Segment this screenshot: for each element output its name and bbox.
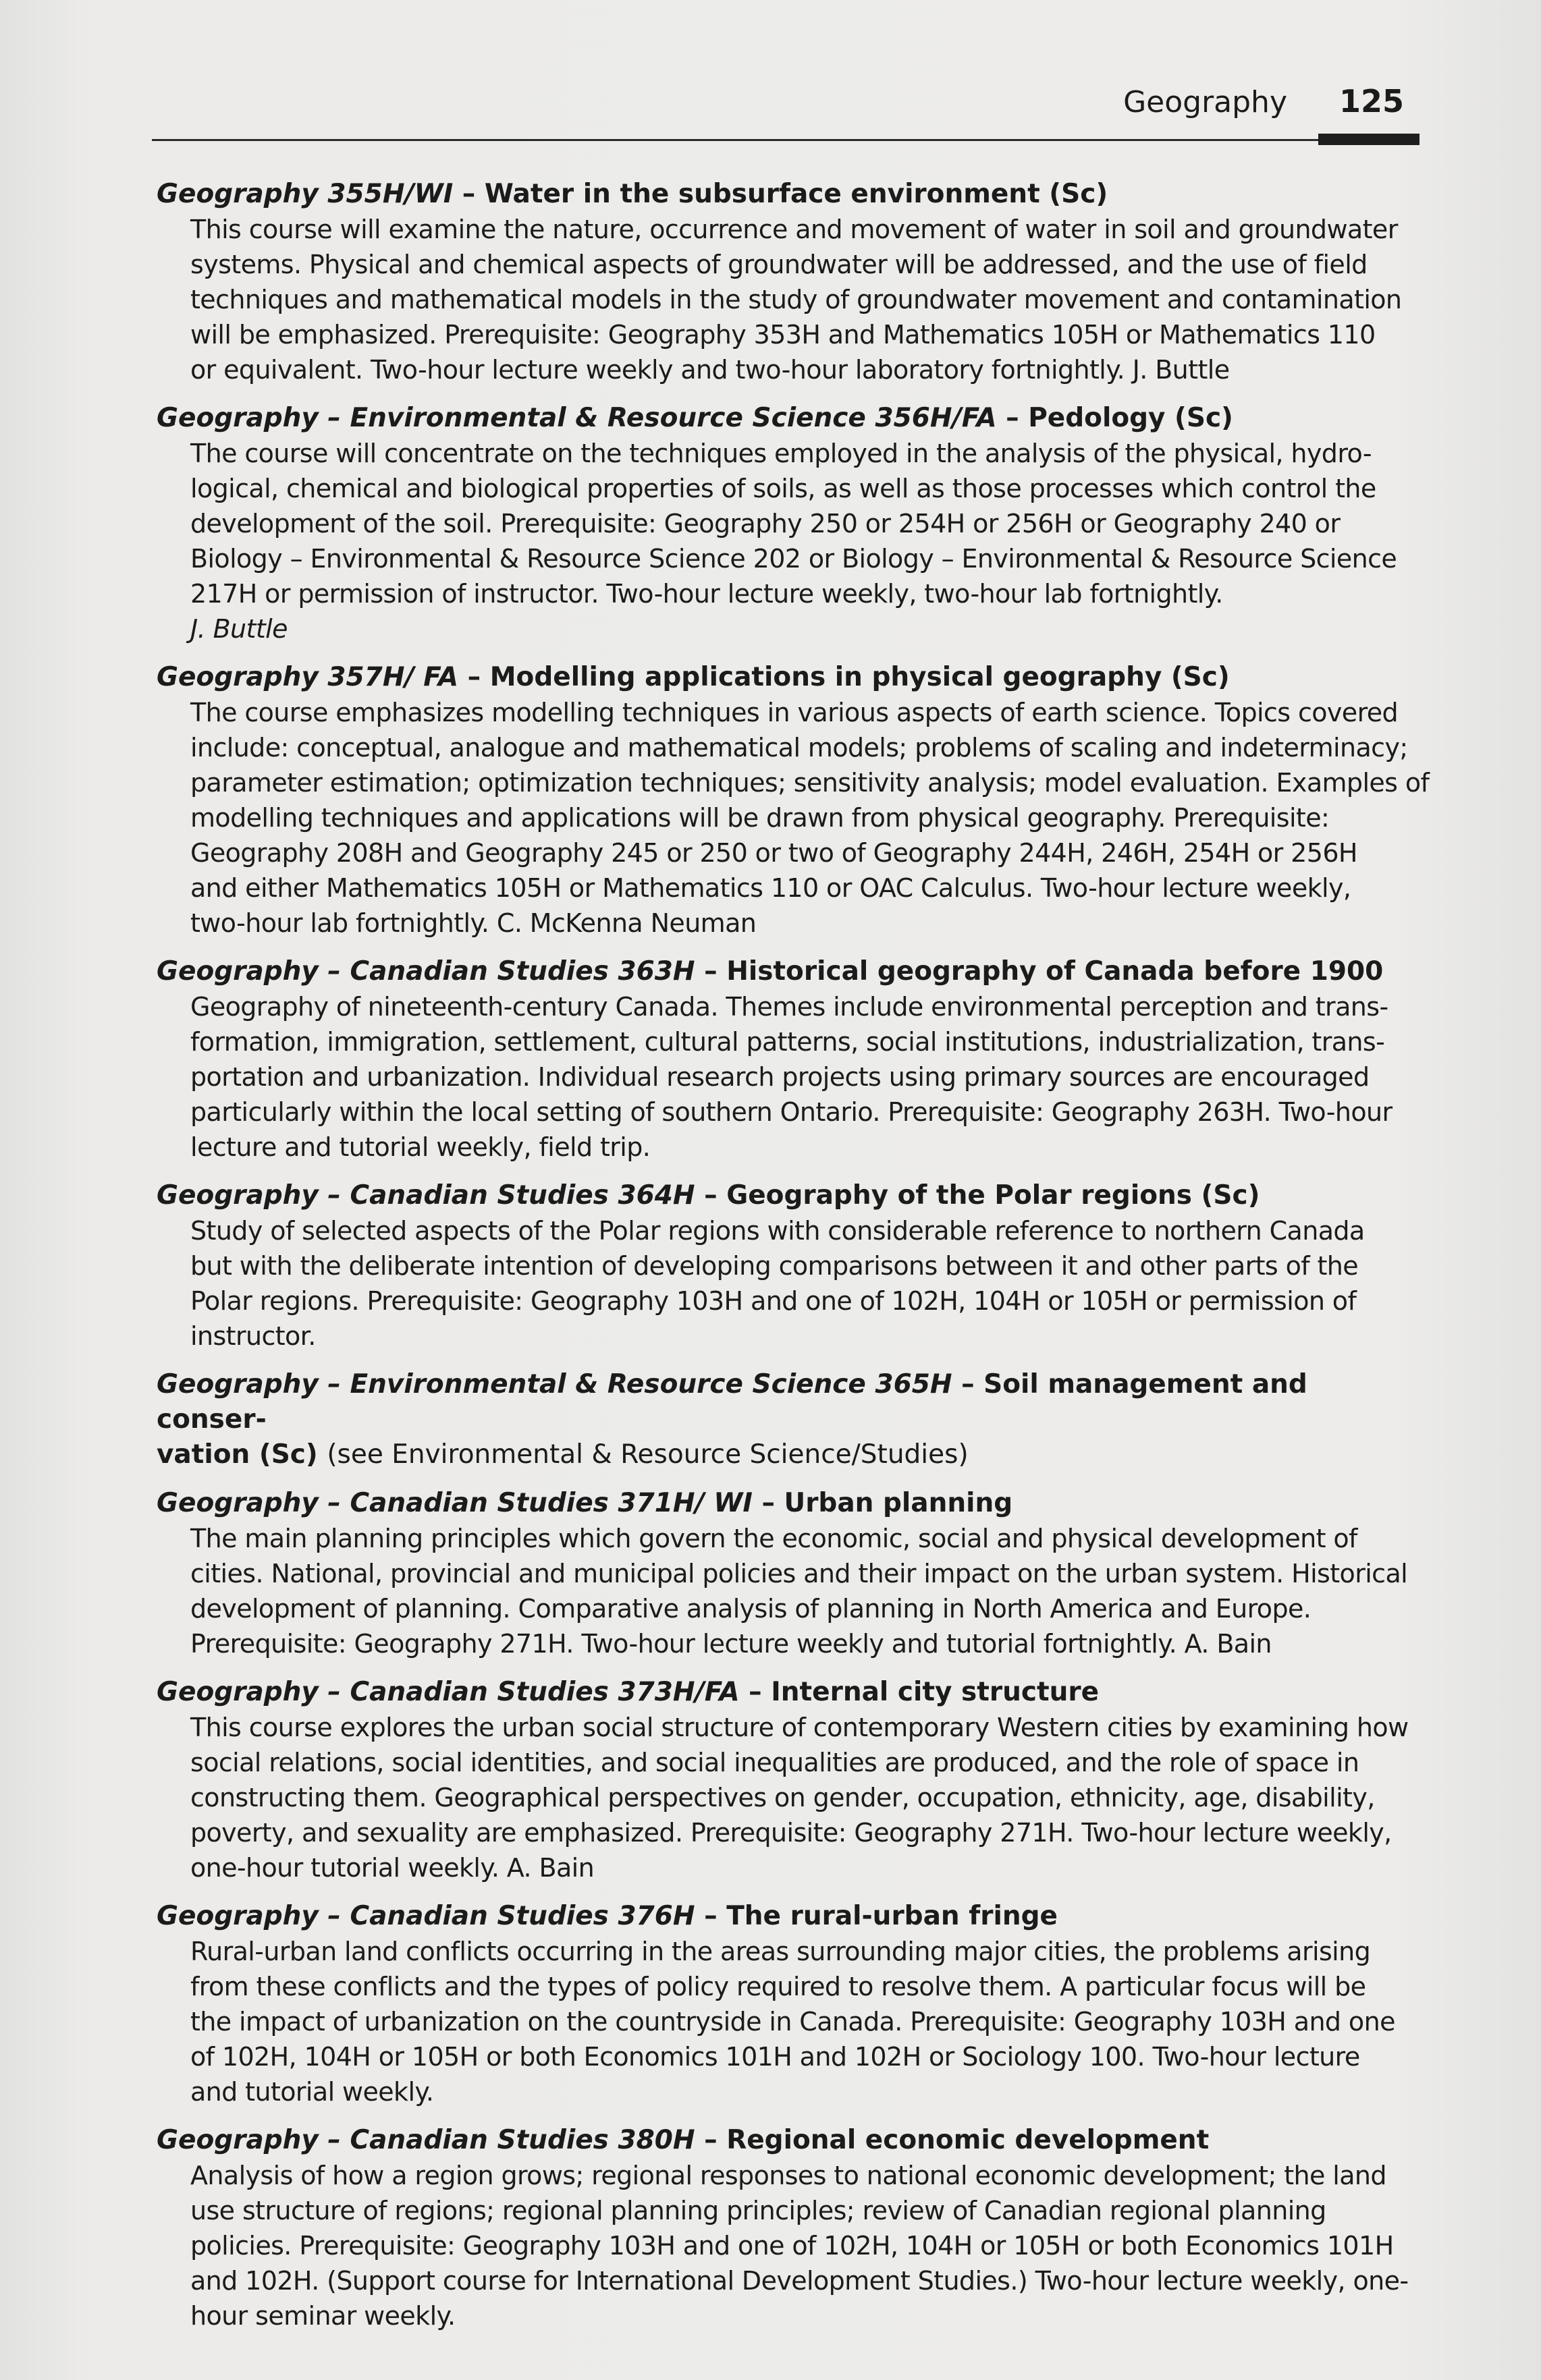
course-description — [190, 1934, 1419, 2109]
description-line: Analysis of how a region grows; regional responses to national economic development; the land — [190, 2161, 1386, 2190]
course-title: Soil management and conser- — [157, 1369, 1307, 1435]
description-line: include: conceptual, analogue and mathematical models; problems of scaling and indeterminacy; — [190, 733, 1408, 763]
course-code: Geography 355H/WI — [157, 179, 454, 209]
section-title: Geography — [1123, 85, 1287, 119]
header-rule — [152, 139, 1401, 141]
description-line: Biology – Environmental & Resource Science 202 or Biology – Environmental & Resource Science — [190, 544, 1397, 574]
description-line: instructor. — [190, 1321, 316, 1351]
description-line: parameter estimation; optimization techniques; sensitivity analysis; model evaluation. Examples of — [190, 768, 1430, 798]
description-line: modelling techniques and applications will be drawn from physical geography. Prerequisite: — [190, 803, 1330, 833]
course-title: Urban planning — [784, 1488, 1013, 1518]
course-list — [157, 177, 1430, 2347]
description-line: techniques and mathematical models in the study of groundwater movement and contamination — [190, 285, 1402, 314]
course-description — [190, 1521, 1419, 1661]
description-line: of 102H, 104H or 105H or both Economics 101H and 102H or Sociology 100. Two-hour lecture — [190, 2042, 1360, 2072]
course-heading: Geography – Canadian Studies 380H – Regional economic development — [157, 2125, 1210, 2155]
description-line: Geography 208H and Geography 245 or 250 or two of Geography 244H, 246H, 254H or 256H — [190, 838, 1357, 868]
description-line: 217H or permission of instructor. Two-hour lecture weekly, two-hour lab fortnightly. — [190, 579, 1223, 609]
course-description — [190, 695, 1430, 941]
description-line: The main planning principles which govern the economic, social and physical development of — [190, 1524, 1357, 1553]
description-line: poverty, and sexuality are emphasized. Prerequisite: Geography 271H. Two-hour lecture weekly, — [190, 1818, 1392, 1848]
course-heading: Geography – Canadian Studies 364H – Geography of the Polar regions (Sc) — [157, 1180, 1260, 1211]
course-title: Internal city structure — [771, 1677, 1100, 1707]
page-number: 125 — [1339, 83, 1404, 119]
course-title-continued: vation (Sc) — [157, 1439, 318, 1470]
course-code: Geography 357H/ FA — [157, 662, 459, 692]
description-line: and either Mathematics 105H or Mathematics 110 or OAC Calculus. Two-hour lecture weekly, — [190, 873, 1351, 903]
course-title: Water in the subsurface environment (Sc) — [484, 179, 1108, 209]
course-entry — [157, 401, 1419, 646]
running-head — [152, 82, 1417, 143]
course-entry — [157, 1367, 1419, 1472]
course-code: Geography – Canadian Studies 380H — [157, 2125, 695, 2155]
description-line: Geography of nineteenth-century Canada. Themes include environmental perception and trans- — [190, 992, 1388, 1022]
course-description — [190, 1710, 1419, 1885]
description-line: cities. National, provincial and municipal policies and their impact on the urban system. Historical — [190, 1559, 1408, 1588]
course-description — [190, 1213, 1419, 1354]
description-line: and tutorial weekly. — [190, 2077, 434, 2107]
course-heading: Geography 355H/WI – Water in the subsurface environment (Sc) — [157, 179, 1108, 209]
header-rule-tab — [1318, 134, 1420, 145]
course-entry — [157, 660, 1430, 941]
description-line: development of the soil. Prerequisite: Geography 250 or 254H or 256H or Geography 240 or — [190, 509, 1341, 538]
description-line: constructing them. Geographical perspectives on gender, occupation, ethnicity, age, disability, — [190, 1783, 1375, 1812]
description-line: logical, chemical and biological properties of soils, as well as those processes which control the — [190, 474, 1376, 503]
course-code: Geography – Canadian Studies 371H/ WI — [157, 1488, 753, 1518]
course-description — [190, 2158, 1419, 2333]
course-entry — [157, 2123, 1419, 2333]
description-line: or equivalent. Two-hour lecture weekly and two-hour laboratory fortnightly. J. Buttle — [190, 355, 1230, 385]
description-line: development of planning. Comparative analysis of planning in North America and Europe. — [190, 1594, 1312, 1624]
description-line: The course emphasizes modelling techniques in various aspects of earth science. Topics covered — [190, 698, 1399, 727]
course-title: Regional economic development — [726, 2125, 1210, 2155]
course-title: Geography of the Polar regions (Sc) — [726, 1180, 1260, 1211]
course-heading: Geography – Canadian Studies 376H – The rural-urban fringe — [157, 1901, 1058, 1931]
description-line: Prerequisite: Geography 271H. Two-hour lecture weekly and tutorial fortnightly. A. Bain — [190, 1629, 1272, 1659]
course-description — [190, 212, 1419, 387]
description-line: lecture and tutorial weekly, field trip. — [190, 1132, 651, 1162]
course-code: Geography – Canadian Studies 363H — [157, 956, 695, 987]
course-code: Geography – Canadian Studies 364H — [157, 1180, 695, 1211]
course-heading: Geography – Environmental & Resource Science 365H – Soil management and conser- vation (Sc) (see Environmental & Resource Science/Studies) — [157, 1369, 1307, 1470]
course-entry — [157, 177, 1419, 387]
course-entry — [157, 1675, 1419, 1885]
description-line: and 102H. (Support course for International Development Studies.) Two-hour lecture weekly, one- — [190, 2266, 1409, 2296]
description-line: Study of selected aspects of the Polar regions with considerable reference to northern Canada — [190, 1216, 1365, 1246]
course-description — [190, 989, 1419, 1165]
description-line: policies. Prerequisite: Geography 103H and one of 102H, 104H or 105H or both Economics 101H — [190, 2231, 1394, 2261]
cross-reference-note: (see Environmental & Resource Science/Studies) — [327, 1439, 969, 1470]
course-code: Geography – Environmental & Resource Science 365H — [157, 1369, 952, 1400]
description-line: systems. Physical and chemical aspects of groundwater will be addressed, and the use of field — [190, 250, 1368, 279]
description-line: use structure of regions; regional planning principles; review of Canadian regional planning — [190, 2196, 1326, 2225]
description-line: The course will concentrate on the techniques employed in the analysis of the physical, hydro- — [190, 439, 1372, 468]
course-heading: Geography – Canadian Studies 371H/ WI – Urban planning — [157, 1488, 1013, 1518]
description-line: from these conflicts and the types of policy required to resolve them. A particular focus will be — [190, 1972, 1366, 2001]
course-heading: Geography – Canadian Studies 373H/FA – Internal city structure — [157, 1677, 1100, 1707]
course-description — [190, 436, 1419, 646]
course-title: Historical geography of Canada before 1900 — [726, 956, 1384, 987]
description-line: one-hour tutorial weekly. A. Bain — [190, 1853, 595, 1883]
course-code: Geography – Canadian Studies 376H — [157, 1901, 695, 1931]
course-heading: Geography – Environmental & Resource Science 356H/FA – Pedology (Sc) — [157, 403, 1233, 433]
description-line: particularly within the local setting of southern Ontario. Prerequisite: Geography 263H. Two-hour — [190, 1097, 1393, 1127]
description-line: Rural-urban land conflicts occurring in the areas surrounding major cities, the problems arising — [190, 1937, 1371, 1966]
course-title: Pedology (Sc) — [1028, 403, 1233, 433]
description-line: will be emphasized. Prerequisite: Geography 353H and Mathematics 105H or Mathematics 110 — [190, 320, 1376, 350]
description-line: but with the deliberate intention of developing comparisons between it and other parts of the — [190, 1251, 1359, 1281]
description-line: Polar regions. Prerequisite: Geography 103H and one of 102H, 104H or 105H or permission of — [190, 1286, 1357, 1316]
course-code: Geography – Environmental & Resource Science 356H/FA — [157, 403, 997, 433]
course-title: Modelling applications in physical geography (Sc) — [489, 662, 1230, 692]
course-entry — [157, 1486, 1419, 1661]
description-line: the impact of urbanization on the countryside in Canada. Prerequisite: Geography 103H and one — [190, 2007, 1395, 2037]
course-entry — [157, 1899, 1419, 2109]
description-line: portation and urbanization. Individual research projects using primary sources are encouraged — [190, 1062, 1370, 1092]
course-entry — [157, 1178, 1419, 1354]
description-line: two-hour lab fortnightly. C. McKenna Neuman — [190, 908, 757, 938]
course-heading: Geography 357H/ FA – Modelling applications in physical geography (Sc) — [157, 662, 1230, 692]
course-code: Geography – Canadian Studies 373H/FA — [157, 1677, 740, 1707]
description-line: social relations, social identities, and social inequalities are produced, and the role of space in — [190, 1748, 1359, 1777]
description-line: This course explores the urban social structure of contemporary Western cities by examining how — [190, 1713, 1409, 1742]
course-entry — [157, 954, 1419, 1165]
course-heading: Geography – Canadian Studies 363H – Historical geography of Canada before 1900 — [157, 956, 1384, 987]
description-line: formation, immigration, settlement, cultural patterns, social institutions, industrialization, trans- — [190, 1027, 1385, 1057]
course-title: The rural-urban fringe — [726, 1901, 1058, 1931]
instructor-name: J. Buttle — [190, 614, 288, 644]
description-line: hour seminar weekly. — [190, 2301, 456, 2331]
description-line: This course will examine the nature, occurrence and movement of water in soil and groundwater — [190, 215, 1398, 244]
